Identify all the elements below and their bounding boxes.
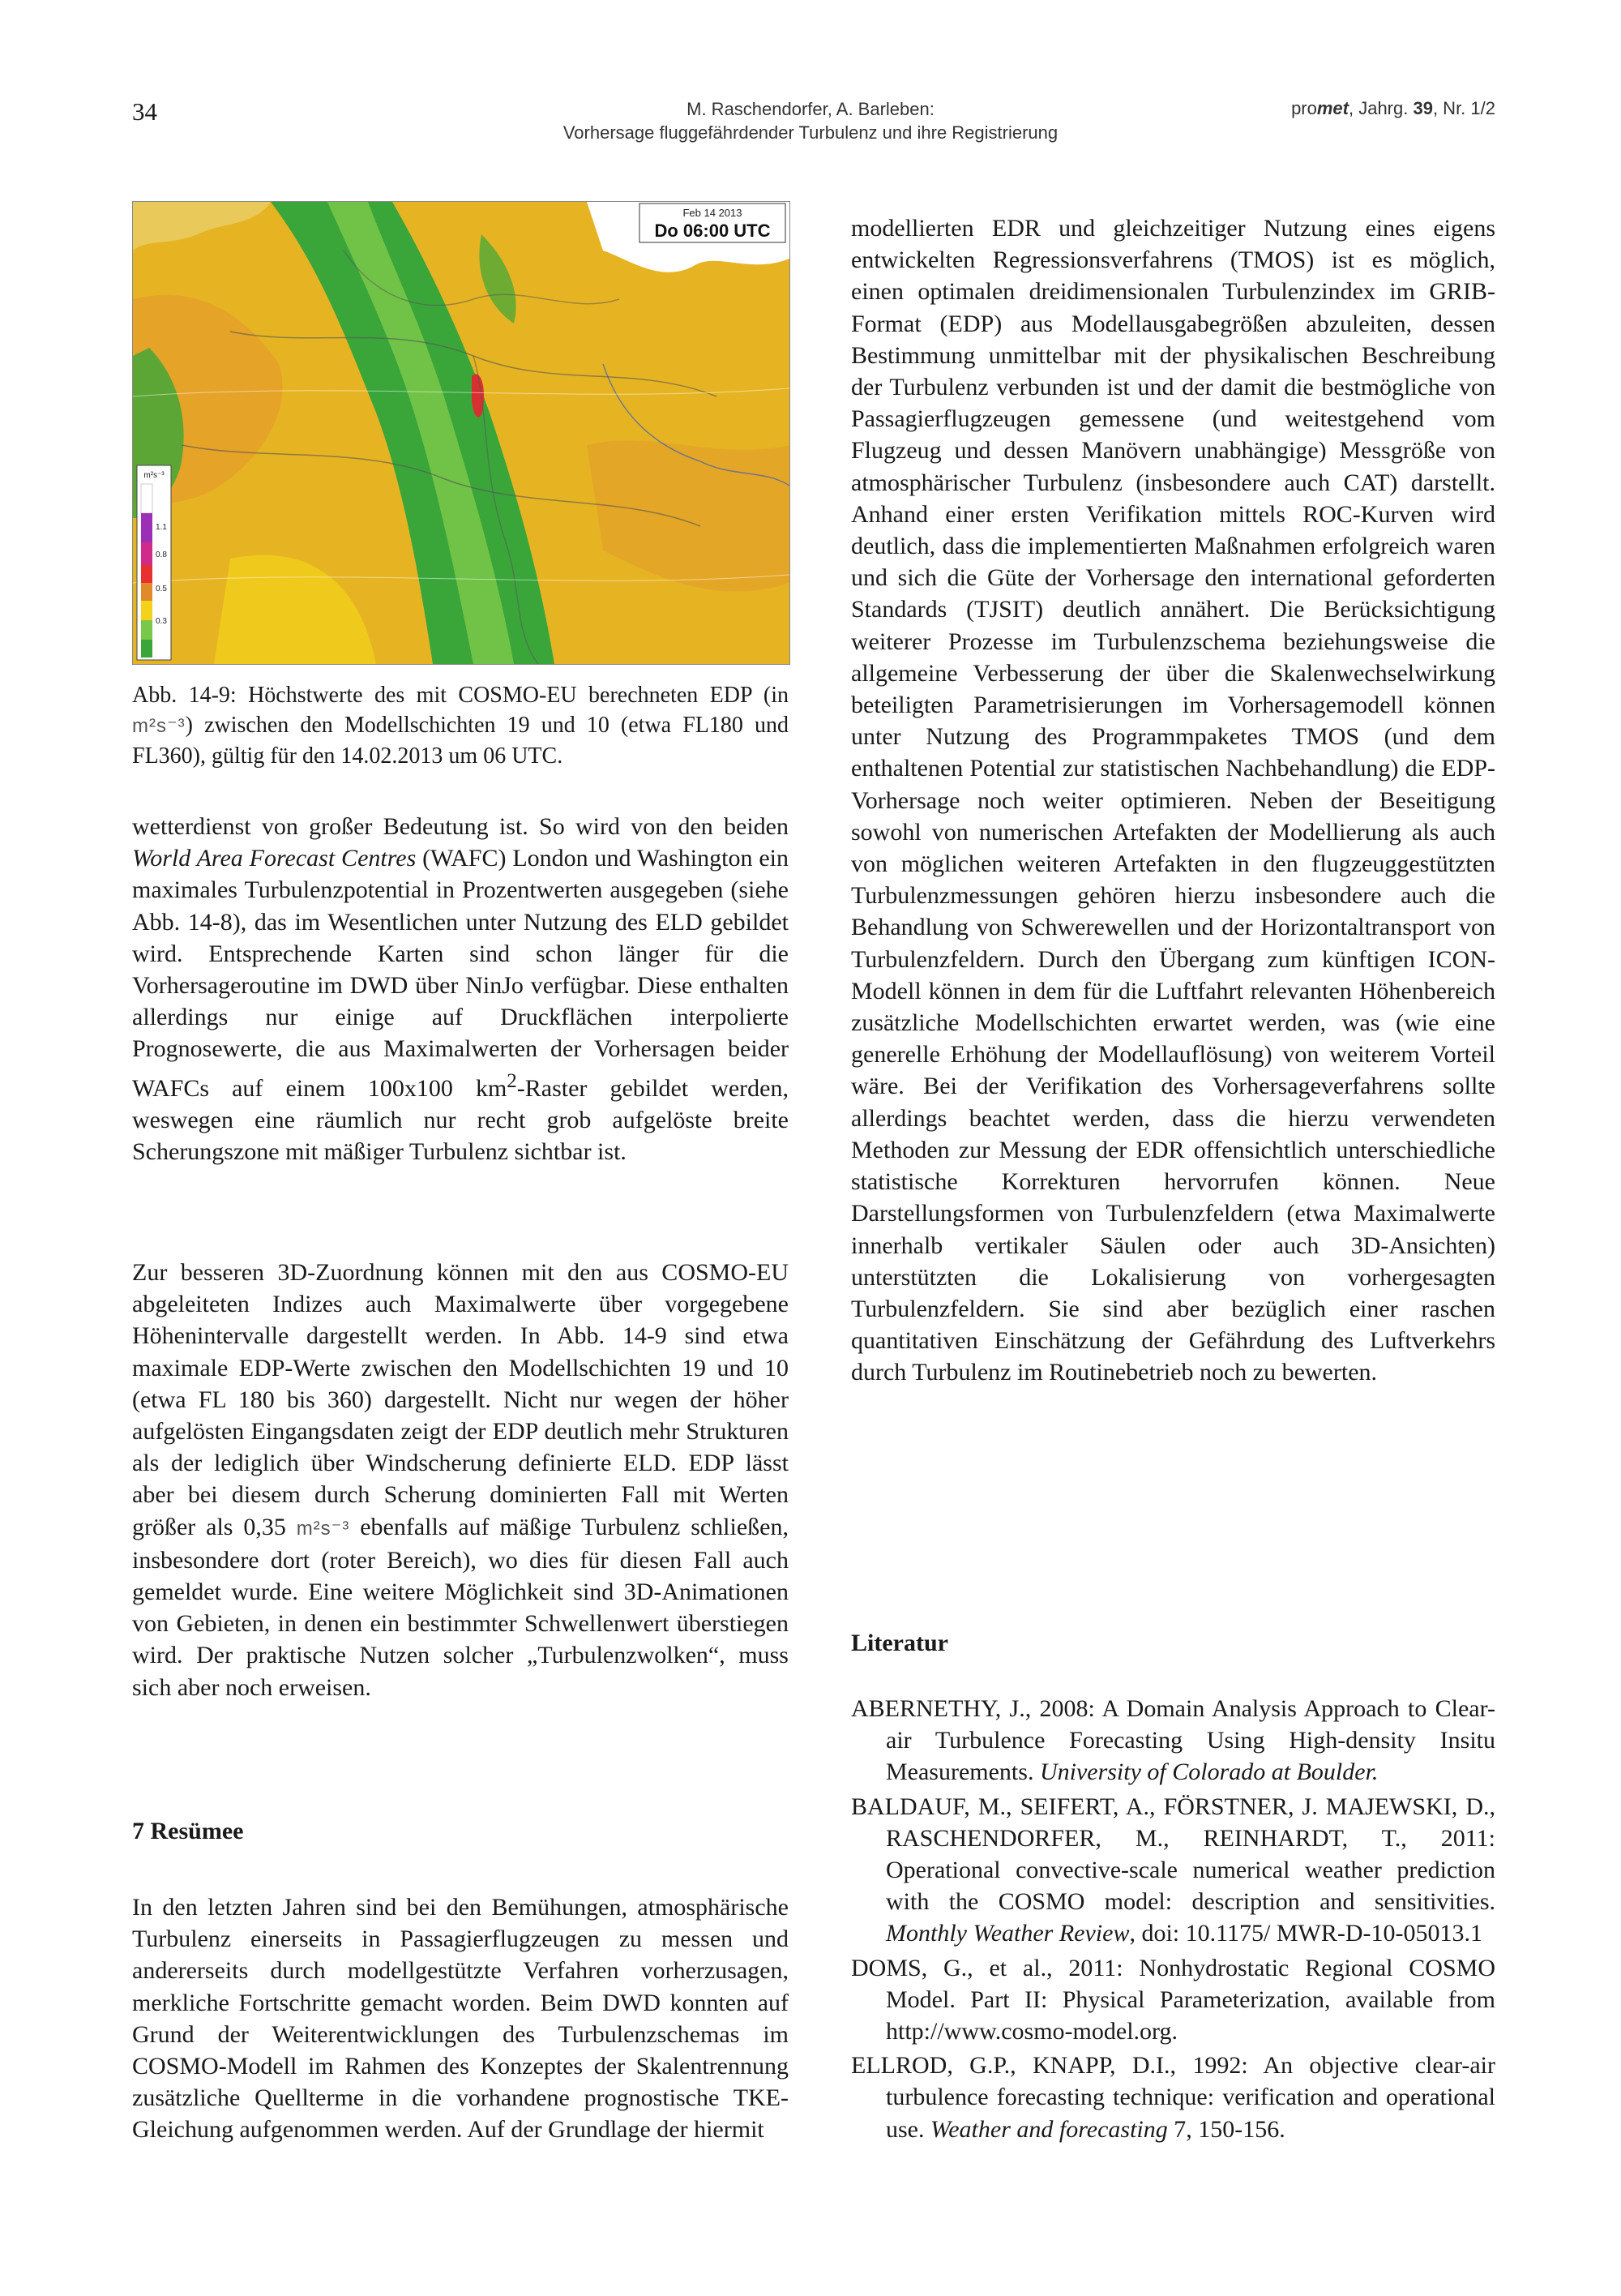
ref-tail: 7, 150-156.: [1167, 2115, 1285, 2143]
map-time-label: Do 06:00 UTC: [654, 221, 771, 241]
legend-swatch: [141, 601, 152, 620]
caption-unit: m²s⁻³: [132, 715, 186, 737]
left-p1-a: wetterdienst von großer Bedeutung ist. So wird von den beiden: [132, 813, 789, 840]
caption-text-2: ) zwischen den Modellschichten 19 und 10 (etwa FL180 und FL360), gültig für den 14.02.2013 um 06 UTC.: [132, 713, 789, 769]
journal-italic: met: [1316, 98, 1349, 118]
legend-value: 0.8: [156, 550, 167, 559]
legend-swatch: [141, 620, 152, 640]
header-authors: M. Raschendorfer, A. Barleben:: [686, 99, 935, 119]
caption-text-1: Abb. 14-9: Höchstwerte des mit COSMO-EU berechneten EDP (in: [132, 683, 789, 708]
left-column-p2: [132, 1257, 789, 1703]
ref-main: ELLROD, G.P., KNAPP, D.I., 1992: An objective clear-air turbulence forecasting technique: verification and operational use.: [851, 2052, 1495, 2143]
legend-unit: m²s⁻³: [143, 471, 165, 480]
ref-main: DOMS, G., et al., 2011: Nonhydrostatic Regional COSMO Model. Part II: Physical Parameterization, available from http://www.cosmo-model.org.: [851, 1954, 1495, 2045]
reference-item: [851, 1791, 1495, 1950]
right-column-p1: [851, 212, 1495, 1389]
left-p1-sup: 2: [507, 1069, 517, 1092]
journal-issue: , Nr. 1/2: [1432, 98, 1495, 118]
right-p1: modellierten EDR und gleichzeitiger Nutzung eines eigens entwickelten Regressionsverfahrens (TMOS) ist es möglich, einen optimalen dreidimensionalen Turbulenzindex im GRIB-Format (EDP) aus Modellausgabegrößen abzuleiten, dessen Bestimmung unmittelbar mit der physikalischen Beschreibung der Turbulenz verbunden ist und der damit die bestmögliche von Passagierflugzeugen gemessene (und weitestgehend vom Flugzeug und dessen Manövern unabhängige) Messgröße von atmosphärischer Turbulenz (insbesondere auch CAT) darstellt. Anhand einer ersten Verifikation mittels ROC-Kurven wird deutlich, dass die implementierten Maßnahmen erfolgreich waren und sich die Güte der Vorhersage den international geforderten Standards (TJSIT) deutlich annähert. Die Berücksichtigung weiterer Prozesse im Turbulenzschema beziehungsweise die allgemeine Verbesserung der über die Skalenwechselwirkung beteiligten Parametrisierungen im Vorhersagemodell können unter Nutzung des Programmpaketes TMOS (und dem enthaltenen Potential zur statistischen Nachbehandlung) die EDP-Vorhersage noch weiter optimieren. Neben der Beseitigung sowohl von numerischen Artefakten der Modellierung als auch von möglichen weiteren Artefakten in den flugzeuggestützten Turbulenzmessungen gehören hierzu insbesondere auch die Behandlung von Schwerewellen und der Horizontaltransport von Turbulenzfeldern. Durch den Übergang zum künftigen ICON-Modell können in dem für die Luftfahrt relevanten Höhenbereich zusätzliche Modellschichten erwartet werden, was (wie eine generelle Erhöhung der Modellauflösung) von weiterem Vorteil wäre. Bei der Verifikation des Vorhersageverfahrens sollte allerdings beachtet werden, dass die hierzu verwendeten Methoden zur Messung der EDR offensichtlich unterschiedliche statistische Korrekturen hervorrufen können. Neue Darstellungsformen von Turbulenzfeldern (etwa Maximalwerte innerhalb vertikaler Säulen oder auch 3D-Ansichten) unterstützten die Lokalisierung von vorhergesagten Turbulenzfeldern. Sie sind aber bezüglich einer raschen quantitativen Einschätzung der Gefährdung des Luftverkehrs durch Turbulenz im Routinebetrieb noch zu bewerten.: [851, 215, 1495, 1386]
left-column-p3: [132, 1891, 789, 2146]
edp-map: [133, 202, 789, 664]
legend-swatch: [141, 583, 152, 601]
reference-item: [851, 1952, 1495, 2048]
running-header: [405, 97, 1216, 144]
page-number: 34: [132, 97, 157, 126]
left-p1-b: (WAFC) London und Washington ein maximales Turbulenzpotential in Prozentwerten ausgegeben (siehe Abb. 14-8), das im Wesentlichen unter Nutzung des ELD gebildet wird. Entsprechende Karten sind schon länger für die Vorhersageroutine im DWD über NinJo verfügbar. Diese enthalten allerdings nur einige auf Druckflächen interpolierte Prognosewerte, die aus Maximalwerten der Vorhersagen beider WAFCs auf einem 100x100 km: [132, 845, 789, 1102]
journal-volume: 39: [1413, 98, 1433, 118]
legend-value: 0.3: [156, 617, 167, 626]
legend-swatch: [141, 484, 152, 513]
legend-value: 1.1: [156, 523, 167, 532]
reference-item: [851, 2050, 1495, 2145]
left-p2-unit: m²s⁻³: [296, 1517, 350, 1540]
header-title: Vorhersage fluggefährdender Turbulenz und ihre Registrierung: [562, 122, 1059, 143]
wafc-term: World Area Forecast Centres: [132, 845, 417, 872]
ref-main: ABERNETHY, J., 2008: A Domain Analysis Approach to Clear-air Turbulence Forecasting Using High-density Insitu Measurements.: [851, 1695, 1495, 1786]
legend-swatch: [141, 513, 152, 542]
ref-main: BALDAUF, M., SEIFERT, A., FÖRSTNER, J. MAJEWSKI, D., RASCHENDORFER, M., REINHARDT, T., 2011: Operational convective-scale numerical weather prediction with the COSMO model: description and sensitivities.: [851, 1793, 1495, 1916]
reference-item: [851, 1693, 1495, 1788]
figure-caption: [132, 680, 789, 771]
reference-list: [851, 1693, 1495, 2148]
map-date-label: Feb 14 2013: [682, 207, 742, 219]
ref-tail: , doi: 10.1175/ MWR-D-10-05013.1: [1129, 1920, 1482, 1947]
left-column-p1: [132, 811, 789, 1167]
left-p1-c: -Raster gebildet werden, weswegen eine räumlich nur recht grob aufgelöste breite Scherungszone mit mäßiger Turbulenz sichtbar ist.: [132, 1074, 789, 1166]
left-p3: In den letzten Jahren sind bei den Bemühungen, atmosphärische Turbulenz einerseits in Passagierflugzeugen zu messen und andererseits durch modellgestützte Verfahren vorherzusagen, merkliche Fortschritte gemacht worden. Beim DWD konnten auf Grund der Weiterentwicklungen des Turbulenzschemas im COSMO-Modell im Rahmen des Konzeptes der Skalentrennung zusätzliche Quellterme in die vorhandene prognostische TKE-Gleichung aufgenommen werden. Auf der Grundlage der hiermit: [132, 1894, 789, 2144]
legend-swatch: [141, 565, 152, 583]
left-p2-a: Zur besseren 3D-Zuordnung können mit den aus COSMO-EU abgeleiteten Indizes auch Maximalwerte über vorgegebene Höhenintervalle dargestellt werden. In Abb. 14-9 sind etwa maximale EDP-Werte zwischen den Modellschichten 19 und 10 (etwa FL 180 bis 360) dargestellt. Nicht nur wegen der höher aufgelösten Eingangsdaten zeigt der EDP deutlich mehr Strukturen als der lediglich über Windscherung definierte ELD. EDP lässt aber bei diesem durch Scherung dominierten Fall mit Werten größer als 0,35: [132, 1259, 789, 1540]
legend-swatch: [141, 542, 152, 565]
edp-map-figure: [132, 201, 790, 665]
journal-info: [1291, 98, 1495, 119]
legend-swatch: [141, 640, 152, 658]
left-p2-b: ebenfalls auf mäßige Turbulenz schließen, insbesondere dort (roter Bereich), wo dies für diesen Fall auch gemeldet wurde. Eine weitere Möglichkeit sind 3D-Animationen von Gebieten, in denen ein bestimmter Schwellenwert überstiegen wird. Der praktische Nutzen solcher „Turbulenzwolken“, muss sich aber noch erweisen.: [132, 1513, 789, 1701]
ref-italic: Weather and forecasting: [930, 2115, 1168, 2143]
ref-italic: Monthly Weather Review: [886, 1920, 1130, 1947]
journal-prefix: pro: [1291, 98, 1317, 118]
section-heading-literatur: Literatur: [851, 1630, 948, 1656]
legend-value: 0.5: [156, 585, 167, 593]
journal-rest: , Jahrg.: [1348, 98, 1414, 118]
ref-italic: University of Colorado at Boulder.: [1039, 1758, 1379, 1786]
section-heading-resuemee: 7 Resümee: [132, 1818, 244, 1844]
